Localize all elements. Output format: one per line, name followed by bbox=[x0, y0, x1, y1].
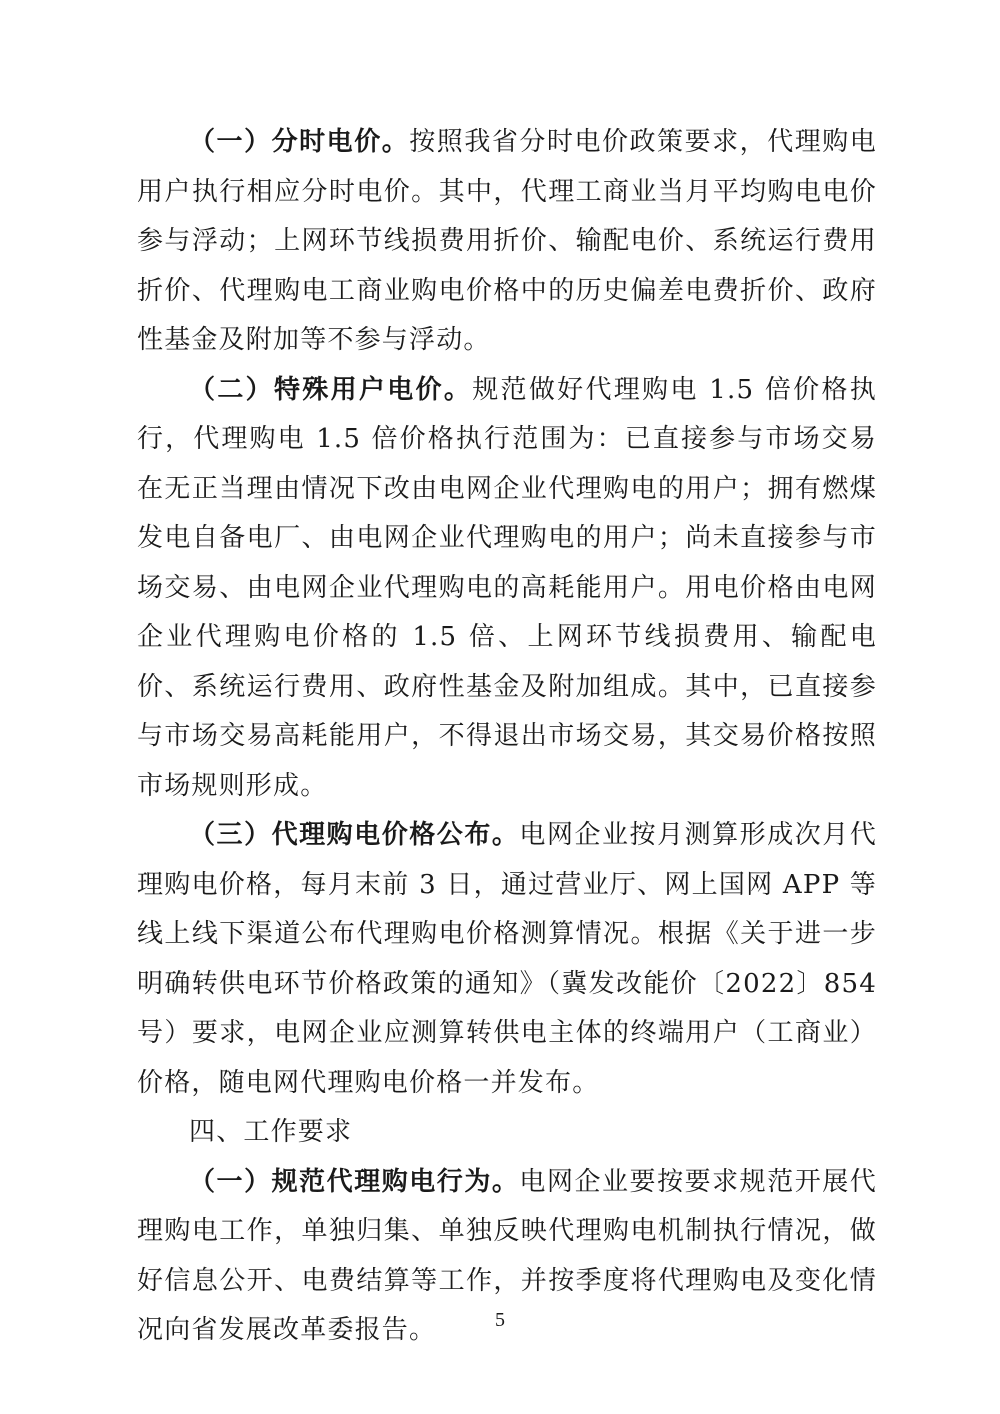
page-number: 5 bbox=[495, 1309, 505, 1331]
paragraph-heading: （三）代理购电价格公布。 bbox=[189, 820, 520, 850]
paragraph-heading: （一）分时电价。 bbox=[189, 127, 410, 157]
section-title: 四、工作要求 bbox=[189, 1117, 353, 1147]
paragraph-body: 电网企业按月测算形成次月代理购电价格，每月末前 3 日，通过营业厅、网上国网 APP 等线上线下渠道公布代理购电价格测算情况。根据《关于进一步明确转供电环节价格政策的通知》（冀发改能价〔2022〕854 号）要求，电网企业应测算转供电主体的终端用户（工商业）价格，随电网代理购电价格一并发布。 bbox=[137, 820, 877, 1098]
paragraph-time-of-use-price bbox=[137, 118, 877, 366]
paragraph-price-publication bbox=[137, 811, 877, 1108]
paragraph-heading: （二）特殊用户电价。 bbox=[189, 374, 473, 405]
paragraph-body: 规范做好代理购电 1.5 倍价格执行，代理购电 1.5 倍价格执行范围为：已直接参与市场交易在无正当理由情况下改由电网企业代理购电的用户；拥有燃煤发电自备电厂、由电网企业代理购电的用户；尚未直接参与市场交易、由电网企业代理购电的高耗能用户。用电价格由电网企业代理购电价格的 1.5 倍、上网环节线损费用、输配电价、系统运行费用、政府性基金及附加组成。其中，已直接参与市场交易高耗能用户，不得退出市场交易，其交易价格按照市场规则形成。 bbox=[137, 374, 877, 801]
paragraph-body: 电网企业要按要求规范开展代理购电工作，单独归集、单独反映代理购电机制执行情况，做好信息公开、电费结算等工作，并按季度将代理购电及变化情况向省发展改革委报告。 bbox=[137, 1166, 877, 1345]
paragraph-body: 按照我省分时电价政策要求，代理购电用户执行相应分时电价。其中，代理工商业当月平均购电电价参与浮动；上网环节线损费用折价、输配电价、系统运行费用折价、代理购电工商业购电价格中的历史偏差电费折价、政府性基金及附加等不参与浮动。 bbox=[137, 127, 877, 355]
document-page bbox=[137, 118, 877, 1356]
paragraph-special-user-price bbox=[137, 366, 877, 812]
paragraph-heading: （一）规范代理购电行为。 bbox=[189, 1166, 520, 1197]
